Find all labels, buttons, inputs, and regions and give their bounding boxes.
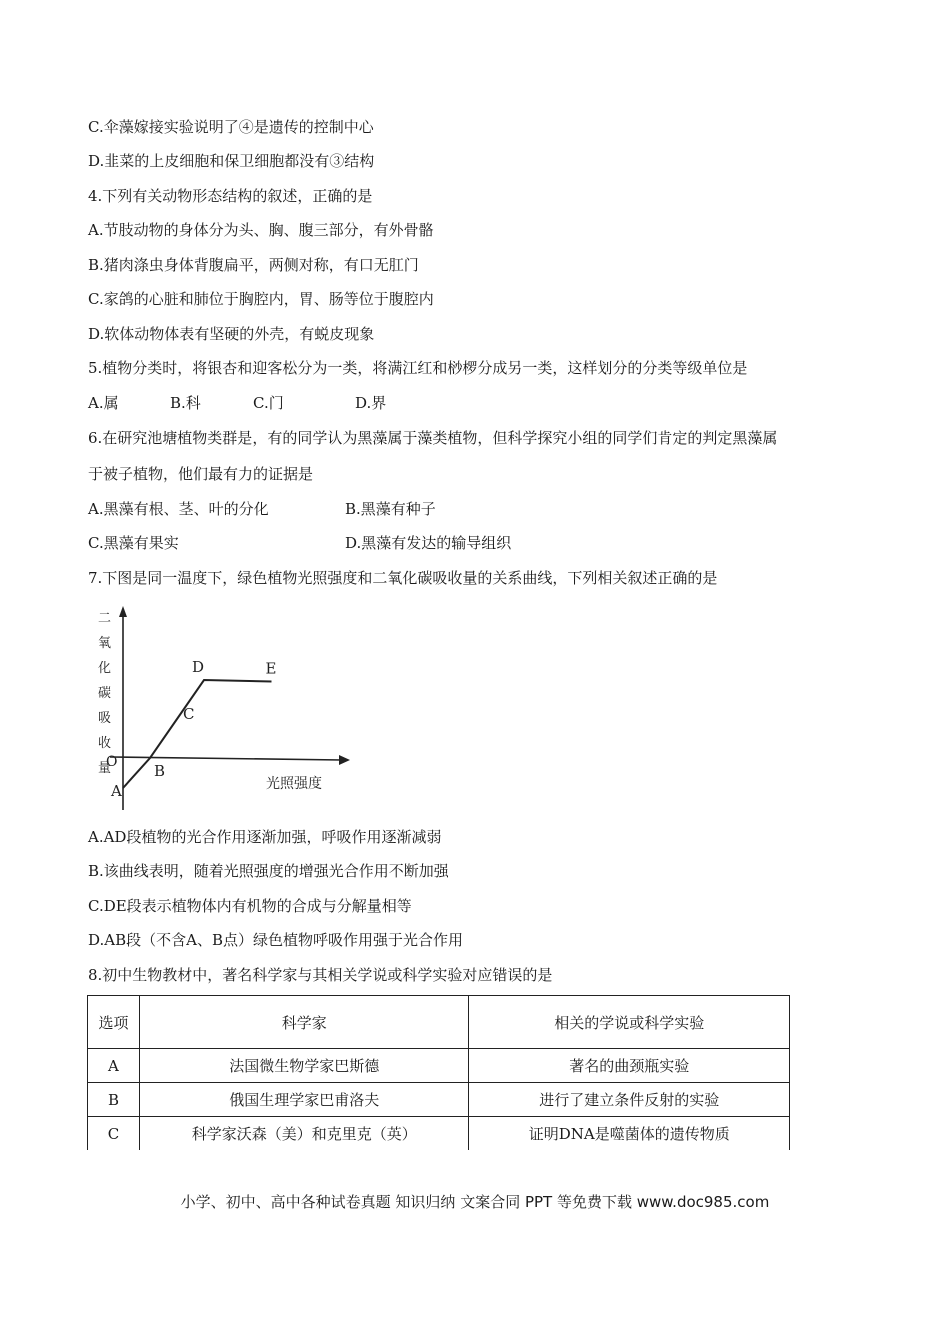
table-header-cell: 科学家 bbox=[139, 996, 469, 1049]
question-stem: 6.在研究池塘植物类群是，有的同学认为黑藻属于藻类植物，但科学探究小组的同学们肯定的判定黑藻属 bbox=[88, 429, 778, 447]
y-axis-label-char: 量 bbox=[98, 761, 112, 776]
y-axis-label-char: 化 bbox=[98, 661, 112, 676]
table-cell: 进行了建立条件反射的实验 bbox=[469, 1083, 790, 1117]
scientist-table bbox=[87, 995, 790, 1150]
question-line: D.软体动物体表有坚硬的外壳，有蜕皮现象 bbox=[88, 325, 375, 343]
q5-option-d: D.界 bbox=[355, 394, 387, 412]
question-line: B.猪肉涤虫身体背腹扁平，两侧对称，有口无肛门 bbox=[88, 256, 419, 274]
q7-option-a: A.AD段植物的光合作用逐渐加强，呼吸作用逐渐减弱 bbox=[88, 828, 442, 846]
question-stem: 7.下图是同一温度下，绿色植物光照强度和二氧化碳吸收量的关系曲线，下列相关叙述正确的是 bbox=[88, 569, 718, 587]
x-axis bbox=[110, 757, 342, 760]
table-cell: 法国微生物学家巴斯德 bbox=[139, 1049, 469, 1083]
table-row bbox=[88, 1083, 790, 1117]
x-axis-arrow bbox=[339, 755, 350, 765]
q6-option-c: C.黑藻有果实 bbox=[88, 534, 179, 552]
table-row bbox=[88, 1049, 790, 1083]
question-stem: 4.下列有关动物形态结构的叙述，正确的是 bbox=[88, 187, 373, 205]
point-label-d: D bbox=[192, 658, 205, 676]
co2-light-chart bbox=[88, 600, 358, 818]
table-cell: B bbox=[88, 1083, 140, 1117]
q7-option-b: B.该曲线表明，随着光照强度的增强光合作用不断加强 bbox=[88, 862, 449, 880]
q7-option-d: D.AB段（不含A、B点）绿色植物呼吸作用强于光合作用 bbox=[88, 931, 463, 949]
origin-label: O bbox=[106, 754, 118, 770]
question-stem: 5.植物分类时，将银杏和迎客松分为一类，将满江红和桫椤分成另一类，这样划分的分类等级单位是 bbox=[88, 359, 748, 377]
q6-option-a: A.黑藻有根、茎、叶的分化 bbox=[88, 500, 269, 518]
table-cell: 著名的曲颈瓶实验 bbox=[469, 1049, 790, 1083]
y-axis-label-char: 碳 bbox=[98, 686, 112, 701]
question-line: D.韭菜的上皮细胞和保卫细胞都没有③结构 bbox=[88, 152, 375, 170]
point-label-c: C bbox=[183, 705, 195, 723]
question-stem: 8.初中生物教材中，著名科学家与其相关学说或科学实验对应错误的是 bbox=[88, 966, 553, 984]
x-axis-label: 光照强度 bbox=[266, 776, 322, 792]
table-row bbox=[88, 1117, 790, 1151]
table-cell: 科学家沃森（美）和克里克（英） bbox=[139, 1117, 469, 1151]
y-axis-label-char: 收 bbox=[98, 736, 112, 751]
y-axis-label-char: 氧 bbox=[98, 636, 112, 651]
y-axis-arrow bbox=[119, 606, 127, 617]
table-header-cell: 选项 bbox=[88, 996, 140, 1049]
question-line: C.家鸽的心脏和肺位于胸腔内，胃、肠等位于腹腔内 bbox=[88, 290, 434, 308]
q5-option-c: C.门 bbox=[253, 394, 284, 412]
curve bbox=[123, 680, 272, 788]
table-cell: A bbox=[88, 1049, 140, 1083]
q7-option-c: C.DE段表示植物体内有机物的合成与分解量相等 bbox=[88, 897, 412, 915]
table-header-cell: 相关的学说或科学实验 bbox=[469, 996, 790, 1049]
question-line: A.节肢动物的身体分为头、胸、腹三部分，有外骨骼 bbox=[88, 221, 434, 239]
question-line: 于被子植物，他们最有力的证据是 bbox=[88, 465, 314, 483]
point-label-b: B bbox=[154, 762, 166, 780]
table-cell: 俄国生理学家巴甫洛夫 bbox=[139, 1083, 469, 1117]
table-cell: C bbox=[88, 1117, 140, 1151]
page-footer: 小学、初中、高中各种试卷真题 知识归纳 文案合同 PPT 等免费下载 www.doc985.com bbox=[180, 1193, 770, 1211]
q6-option-b: B.黑藻有种子 bbox=[345, 500, 436, 518]
table-header-row bbox=[88, 996, 790, 1049]
point-label-e: E bbox=[265, 659, 277, 678]
y-axis-label-char: 二 bbox=[98, 611, 112, 626]
point-label-a: A bbox=[111, 782, 122, 800]
q5-option-a: A.属 bbox=[88, 394, 119, 412]
table-cell: 证明DNA是噬菌体的遗传物质 bbox=[469, 1117, 790, 1151]
q6-option-d: D.黑藻有发达的输导组织 bbox=[345, 534, 512, 552]
y-axis-label-char: 吸 bbox=[98, 711, 112, 726]
question-line: C.伞藻嫁接实验说明了④是遗传的控制中心 bbox=[88, 118, 374, 136]
q5-option-b: B.科 bbox=[170, 394, 201, 412]
